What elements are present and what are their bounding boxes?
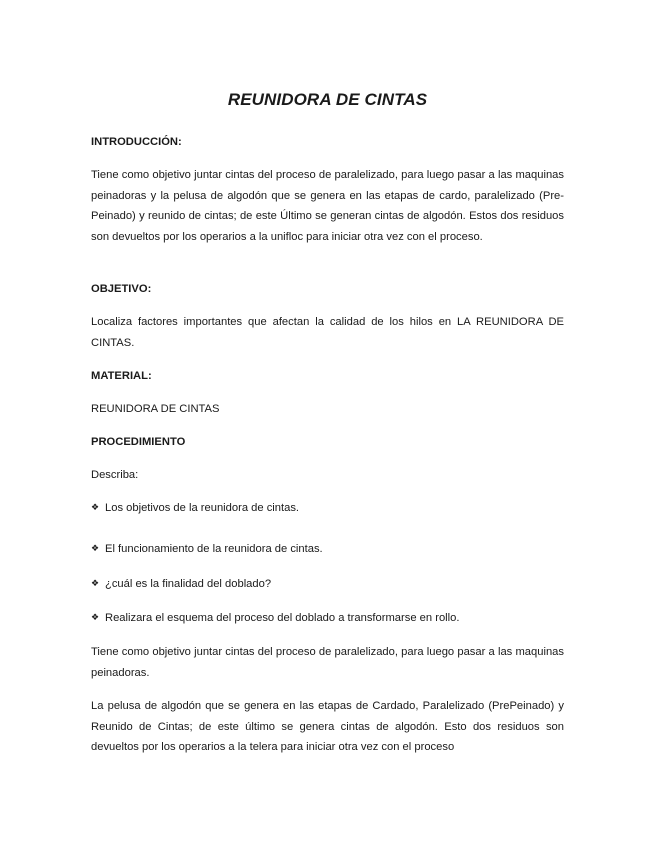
intro-paragraph: Tiene como objetivo juntar cintas del proceso de paralelizado, para luego pasar a las maquinas peinadoras y la pelusa de algodón que se genera en las etapas de cardo, paralelizado (Pre-Peinado) y reunido de cintas; de este Último se generan cintas de algodón. Estos dos residuos son devueltos por los operarios a la unifloc para iniciar otra vez con el proceso. — [91, 169, 564, 243]
list-item — [91, 543, 323, 555]
list-item-text: ¿cuál es la finalidad del doblado? — [105, 578, 272, 590]
list-item-text: Los objetivos de la reunidora de cintas. — [105, 502, 300, 514]
body-paragraph-1: Tiene como objetivo juntar cintas del proceso de paralelizado, para luego pasar a las maquinas peinadoras. — [91, 646, 564, 679]
bullet-diamond-icon: ❖ — [91, 503, 100, 513]
intro-heading: INTRODUCCIÓN: — [91, 136, 182, 148]
bullet-diamond-icon: ❖ — [91, 613, 100, 623]
bullet-diamond-icon: ❖ — [91, 579, 100, 589]
list-item — [91, 612, 459, 624]
bullet-diamond-icon: ❖ — [91, 544, 100, 554]
list-item-text: Realizara el esquema del proceso del doblado a transformarse en rollo. — [105, 612, 460, 624]
list-item — [91, 578, 271, 590]
document-title: REUNIDORA DE CINTAS — [227, 90, 428, 109]
objective-paragraph: Localiza factores importantes que afectan la calidad de los hilos en LA REUNIDORA DE CINTAS. — [91, 316, 564, 349]
procedure-prompt: Describa: — [91, 469, 139, 481]
list-item-text: El funcionamiento de la reunidora de cintas. — [105, 543, 323, 555]
material-heading: MATERIAL: — [91, 370, 152, 382]
material-text: REUNIDORA DE CINTAS — [91, 403, 220, 415]
procedure-heading: PROCEDIMIENTO — [91, 436, 186, 448]
body-paragraph-2: La pelusa de algodón que se genera en las etapas de Cardado, Paralelizado (PrePeinado) y Reunido de Cintas; de este último se genera cintas de algodón. Esto dos residuos son devueltos por los operarios a la telera para iniciar otra vez con el proceso — [91, 700, 564, 753]
objective-heading: OBJETIVO: — [91, 283, 152, 295]
list-item — [91, 502, 299, 514]
